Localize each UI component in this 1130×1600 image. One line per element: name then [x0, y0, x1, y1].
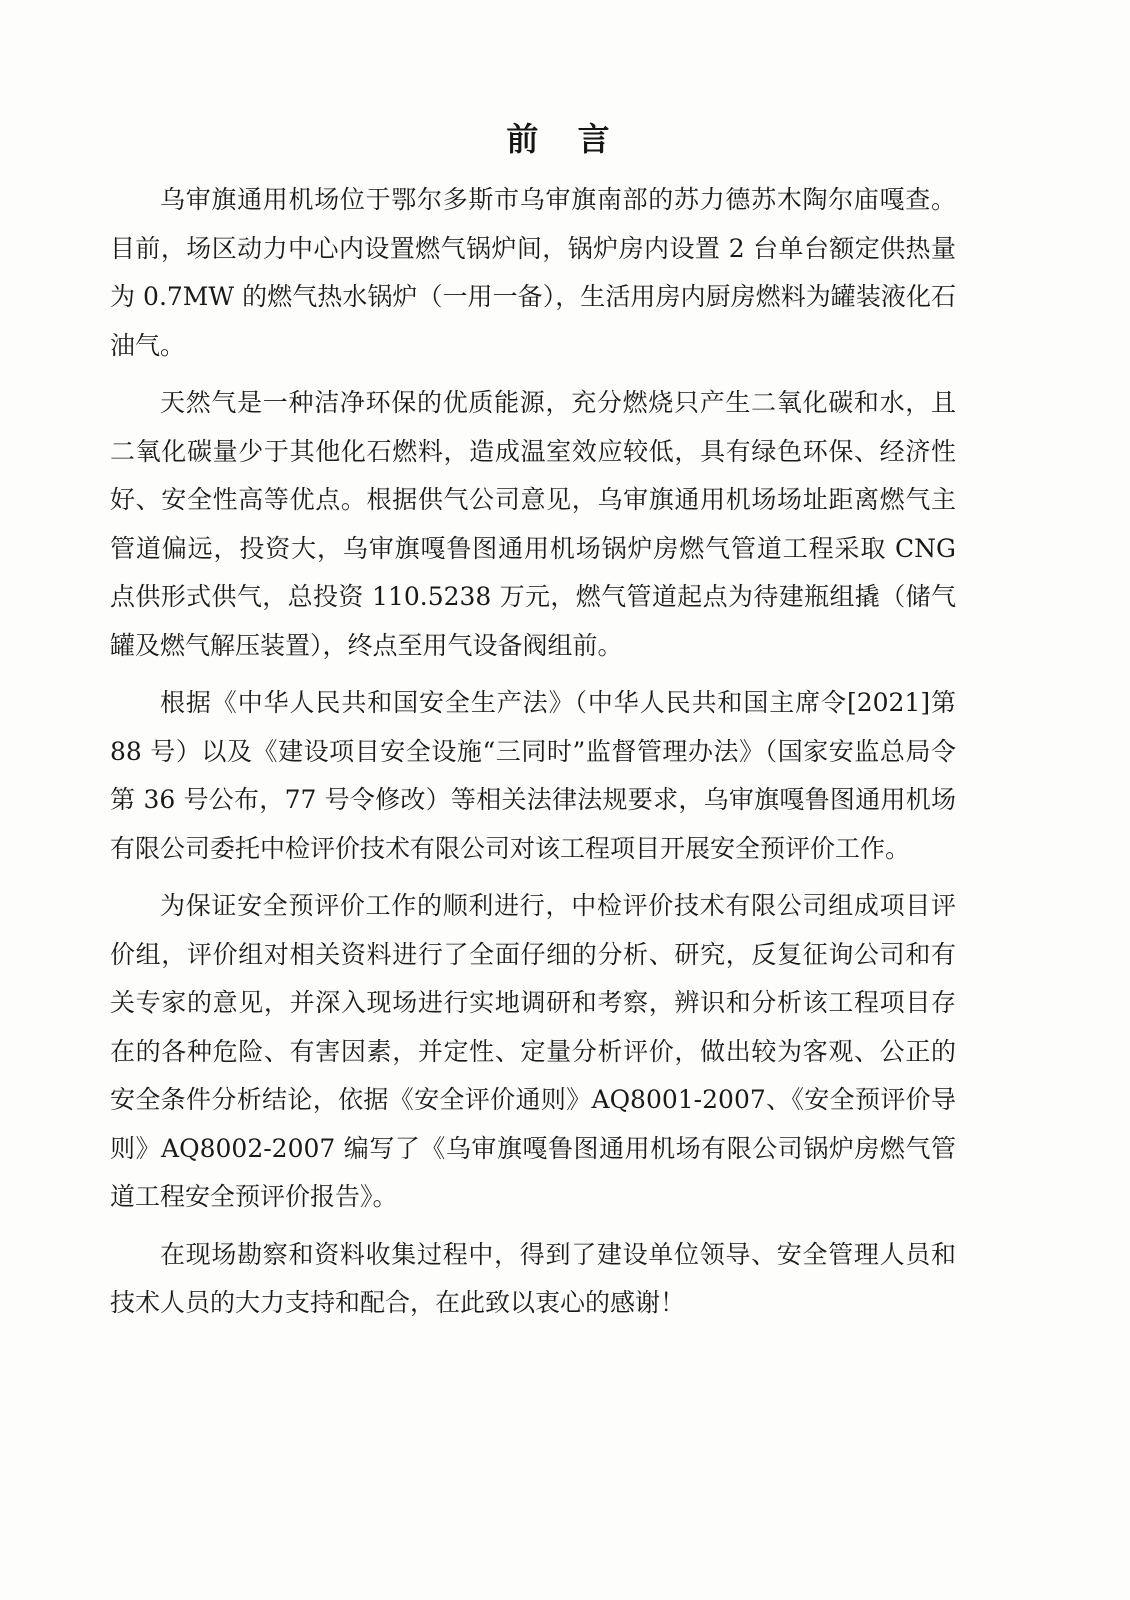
paragraph-intro: 乌审旗通用机场位于鄂尔多斯市乌审旗南部的苏力德苏木陶尔庙嘎查。目前，场区动力中心内设置燃气锅炉间，锅炉房内设置 2 台单台额定供热量为 0.7MW 的燃气热水锅炉（一用一备），生活用房内厨房燃料为罐装液化石油气。 — [110, 185, 956, 360]
paragraph-natural-gas: 天然气是一种洁净环保的优质能源，充分燃烧只产生二氧化碳和水，且二氧化碳量少于其他化石燃料，造成温室效应较低，具有绿色环保、经济性好、安全性高等优点。根据供气公司意见，乌审旗通用机场场址距离燃气主管道偏远，投资大，乌审旗嘎鲁图通用机场锅炉房燃气管道工程采取 CNG 点供形式供气，总投资 110.5238 万元，燃气管道起点为待建瓶组撬（储气罐及燃气解压装置），终点至用气设备阀组前。 — [110, 388, 956, 660]
page-title: 前 言 — [506, 120, 624, 158]
paragraph-legal-basis: 根据《中华人民共和国安全生产法》（中华人民共和国主席令[2021]第 88 号）以及《建设项目安全设施“三同时”监督管理办法》（国家安监总局令第 36 号公布，77 号令修改）等相关法律法规要求，乌审旗嘎鲁图通用机场有限公司委托中检评价技术有限公司对该工程项目开展安全预评价工作。 — [110, 688, 956, 863]
paragraph-thanks: 在现场勘察和资料收集过程中，得到了建设单位领导、安全管理人员和技术人员的大力支持和配合，在此致以衷心的感谢！ — [110, 1239, 956, 1317]
paragraph-evaluation-work: 为保证安全预评价工作的顺利进行，中检评价技术有限公司组成项目评价组，评价组对相关资料进行了全面仔细的分析、研究，反复征询公司和有关专家的意见，并深入现场进行实地调研和考察，辨识和分析该工程项目存在的各种危险、有害因素，并定性、定量分析评价，做出较为客观、公正的安全条件分析结论，依据《安全评价通则》AQ8001-2007、《安全预评价导则》AQ8002-2007 编写了《乌审旗嘎鲁图通用机场有限公司锅炉房燃气管道工程安全预评价报告》。 — [110, 891, 956, 1211]
document-body — [110, 176, 956, 1337]
